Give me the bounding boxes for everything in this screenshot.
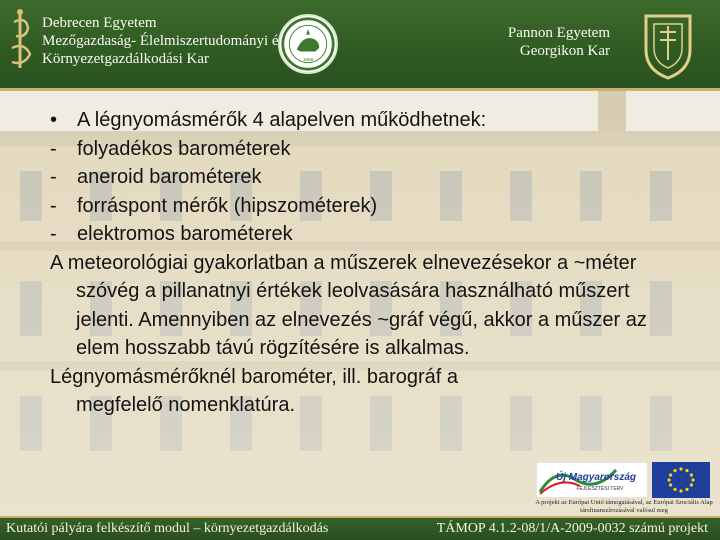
list-item: [50, 135, 690, 164]
list-item-text: aneroid barométerek: [77, 166, 262, 188]
pannon-name-line-1: Pannon Egyetem: [507, 25, 610, 41]
uj-magyarorszag-subtext: FEJLESZTÉSI TERV: [576, 486, 624, 492]
dash-mark: -: [50, 223, 57, 245]
uj-magyarorszag-logo-icon: [536, 462, 648, 498]
list-item-text: forráspont mérők (hipszométerek): [77, 194, 378, 217]
list-item: [50, 163, 690, 192]
list-item-text: folyadékos barométerek: [77, 137, 291, 160]
georgikon-crest-icon: [640, 10, 696, 82]
dash-mark: -: [50, 137, 57, 160]
faculty-seal-icon: [278, 14, 338, 74]
dash-mark: -: [50, 166, 57, 188]
header-banner: [0, 0, 720, 88]
footer-project-id: TÁMOP 4.1.2-08/1/A-2009-0032 számú projekt: [436, 521, 708, 536]
debrecen-name-line-3: Környezetgazdálkodási Kar: [42, 51, 210, 67]
pannon-faculty-name: [508, 24, 610, 60]
bullet-intro: [50, 106, 690, 135]
eu-funding-note: A projekt az Európai Unió támogatásával, az Európai Szociális Alap társfinanszírozásával valósul meg: [535, 499, 713, 514]
seal-year: 1868: [302, 56, 314, 62]
bullet-intro-text: A légnyomásmérők 4 alapelven működhetnek:: [77, 109, 487, 131]
list-item-text: elektromos barométerek: [77, 223, 293, 245]
eu-flag-icon: [652, 462, 710, 498]
uj-magyarorszag-text: Új Magyarország: [555, 472, 637, 483]
dash-mark: -: [50, 194, 57, 217]
footer-bar: [0, 518, 720, 540]
paragraph-naming-convention: A meteorológiai gyakorlatban a műszerek elnevezésekor a ~méter szóvég a pillanatnyi értékek leolvasására használható műszert jelenti. Amennyiben az elnevezés ~gráf végű, akkor a műszer az elem hosszabb távú rögzítésére is alkalmas.: [50, 251, 647, 359]
list-item: [50, 220, 690, 249]
paragraph-nomenclature: Légnyomásmérőknél barométer, ill. barográf a megfelelő nomenklatúra.: [50, 365, 458, 416]
debrecen-university-logo-icon: [6, 8, 36, 78]
debrecen-name-line-2: Mezőgazdaság- Élelmiszertudományi és: [42, 33, 285, 49]
list-item: [50, 192, 690, 221]
pannon-name-line-2: Georgikon Kar: [519, 43, 610, 59]
debrecen-name-line-1: Debrecen Egyetem: [42, 15, 157, 31]
footer-module-title: Kutatói pályára felkészítő modul – környezetgazdálkodás: [6, 521, 329, 536]
bullet-mark: •: [50, 109, 58, 131]
slide-body: [50, 106, 690, 420]
debrecen-faculty-name: [42, 14, 284, 68]
